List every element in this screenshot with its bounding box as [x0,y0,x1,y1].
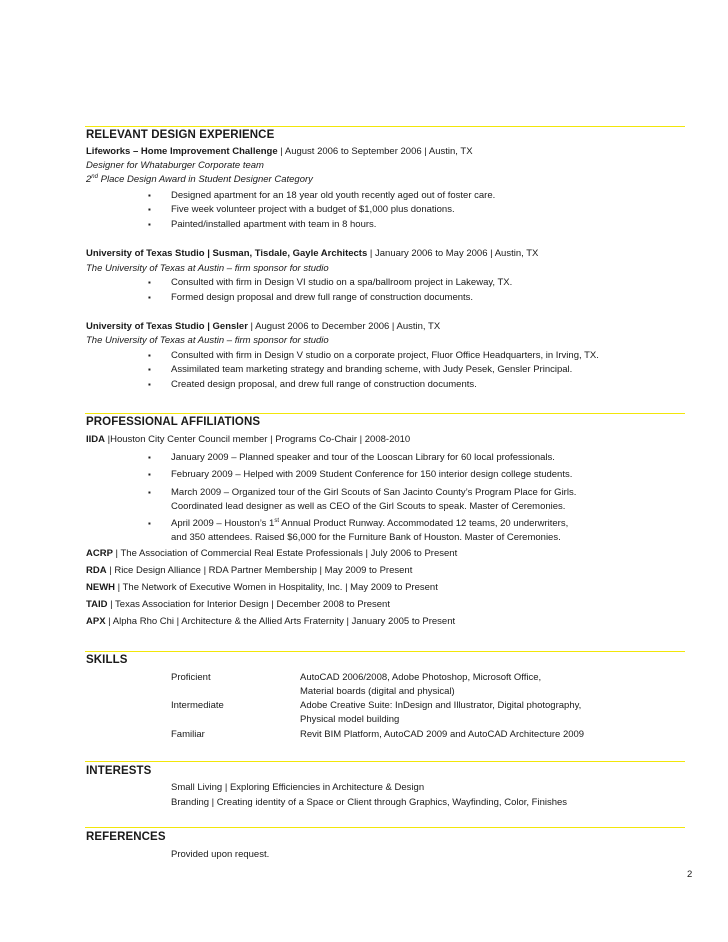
job-org: University of Texas Studio | Susman, Tisdale, Gayle Architects [86,248,368,259]
award-number: 2 [86,174,92,185]
section-heading-affiliations: PROFESSIONAL AFFILIATIONS [86,416,261,428]
interest-item: Branding | Creating identity of a Space or Client through Graphics, Wayfinding, Color, Finishes [171,797,568,808]
affiliation-abbr: TAID [86,599,108,610]
skill-level: Proficient [171,672,211,683]
affiliation-line [86,598,390,611]
section-divider [85,651,685,652]
affiliation-text: | The Network of Executive Women in Hospitality, Inc. | May 2009 to Present [115,582,438,593]
section-heading-design-experience: RELEVANT DESIGN EXPERIENCE [86,129,275,141]
affiliation-line [86,615,455,628]
section-heading-skills: SKILLS [86,654,128,666]
bullet-text-post: Annual Product Runway. Accommodated 12 teams, 20 underwriters, [279,518,569,529]
affiliation-text: |Houston City Center Council member | Programs Co-Chair | 2008-2010 [105,434,411,445]
bullet-icon: ▪ [148,351,151,360]
skill-list: Physical model building [300,714,400,725]
references-text: Provided upon request. [171,849,270,860]
ordinal-suffix: st [274,518,280,524]
bullet-item: Consulted with firm in Design V studio on a corporate project, Fluor Office Headquarters, in Irving, TX. [171,350,599,361]
bullet-item: Designed apartment for an 18 year old youth recently aged out of foster care. [171,190,496,201]
affiliation-line [86,581,438,594]
bullet-icon: ▪ [148,453,151,462]
job-role: The University of Texas at Austin – firm sponsor for studio [86,335,329,346]
bullet-item: Formed design proposal and drew full range of construction documents. [171,292,474,303]
affiliation-text: | Texas Association for Interior Design | December 2008 to Present [107,599,390,610]
job-meta: | August 2006 to September 2006 | Austin, TX [277,146,473,157]
job-award [86,173,313,186]
bullet-item: Consulted with firm in Design VI studio on a spa/ballroom project in Lakeway, TX. [171,277,513,288]
affiliation-line [86,547,457,560]
bullet-item: February 2009 – Helped with 2009 Student Conference for 150 interior design college students. [171,469,573,480]
bullet-icon: ▪ [148,380,151,389]
bullet-text-pre: April 2009 – Houston’s 1 [171,518,275,529]
section-divider [85,827,685,828]
skill-level: Familiar [171,729,205,740]
job-title-line [86,320,440,333]
affiliation-text: | The Association of Commercial Real Estate Professionals | July 2006 to Present [112,548,458,559]
skill-list: Adobe Creative Suite: InDesign and Illustrator, Digital photography, [300,700,582,711]
page-number: 2 [687,869,693,880]
affiliation-abbr: RDA [86,565,107,576]
skill-list: Revit BIM Platform, AutoCAD 2009 and AutoCAD Architecture 2009 [300,729,585,740]
interest-item: Small Living | Exploring Efficiencies in Architecture & Design [171,782,425,793]
bullet-item: January 2009 – Planned speaker and tour of the Looscan Library for 60 local professionals. [171,452,555,463]
job-title-line [86,247,538,260]
skill-list: Material boards (digital and physical) [300,686,455,697]
job-meta: | January 2006 to May 2006 | Austin, TX [367,248,539,259]
job-title-line [86,145,473,158]
affiliation-text: | Alpha Rho Chi | Architecture & the Allied Arts Fraternity | January 2005 to Present [105,616,456,627]
affiliation-abbr: IIDA [86,434,105,445]
bullet-item-continued: Coordinated lead designer as well as CEO of the Girl Scouts to speak. Master of Ceremonies. [171,501,566,512]
bullet-item: Five week volunteer project with a budget of $1,000 plus donations. [171,204,455,215]
bullet-icon: ▪ [148,278,151,287]
bullet-icon: ▪ [148,519,151,528]
section-divider [85,761,685,762]
affiliation-abbr: NEWH [86,582,116,593]
skill-list: AutoCAD 2006/2008, Adobe Photoshop, Microsoft Office, [300,672,542,683]
award-text: Place Design Award in Student Designer Category [97,174,313,185]
bullet-item-continued: and 350 attendees. Raised $6,000 for the Furniture Bank of Houston. Master of Ceremonies. [171,532,561,543]
bullet-icon: ▪ [148,205,151,214]
affiliation-line [86,564,412,577]
section-heading-references: REFERENCES [86,831,166,843]
job-role: The University of Texas at Austin – firm sponsor for studio [86,263,329,274]
award-suffix: nd [91,174,98,180]
bullet-icon: ▪ [148,488,151,497]
affiliation-abbr: ACRP [86,548,113,559]
bullet-item [171,517,568,530]
affiliation-iida [86,433,410,446]
bullet-icon: ▪ [148,293,151,302]
bullet-icon: ▪ [148,365,151,374]
section-divider [85,126,685,127]
section-divider [85,413,685,414]
affiliation-text: | Rice Design Alliance | RDA Partner Membership | May 2009 to Present [106,565,413,576]
affiliation-abbr: APX [86,616,106,627]
bullet-item: March 2009 – Organized tour of the Girl Scouts of San Jacinto County’s Program Place for Girls. [171,487,577,498]
skill-level: Intermediate [171,700,224,711]
bullet-icon: ▪ [148,220,151,229]
bullet-item: Painted/installed apartment with team in 8 hours. [171,219,377,230]
section-heading-interests: INTERESTS [86,765,152,777]
job-meta: | August 2006 to December 2006 | Austin, TX [247,321,441,332]
bullet-icon: ▪ [148,470,151,479]
bullet-item: Assimilated team marketing strategy and branding scheme, with Judy Pesek, Gensler Principal. [171,364,573,375]
job-role: Designer for Whataburger Corporate team [86,160,264,171]
bullet-item: Created design proposal, and drew full range of construction documents. [171,379,477,390]
job-org: University of Texas Studio | Gensler [86,321,248,332]
bullet-icon: ▪ [148,191,151,200]
job-org: Lifeworks – Home Improvement Challenge [86,146,278,157]
